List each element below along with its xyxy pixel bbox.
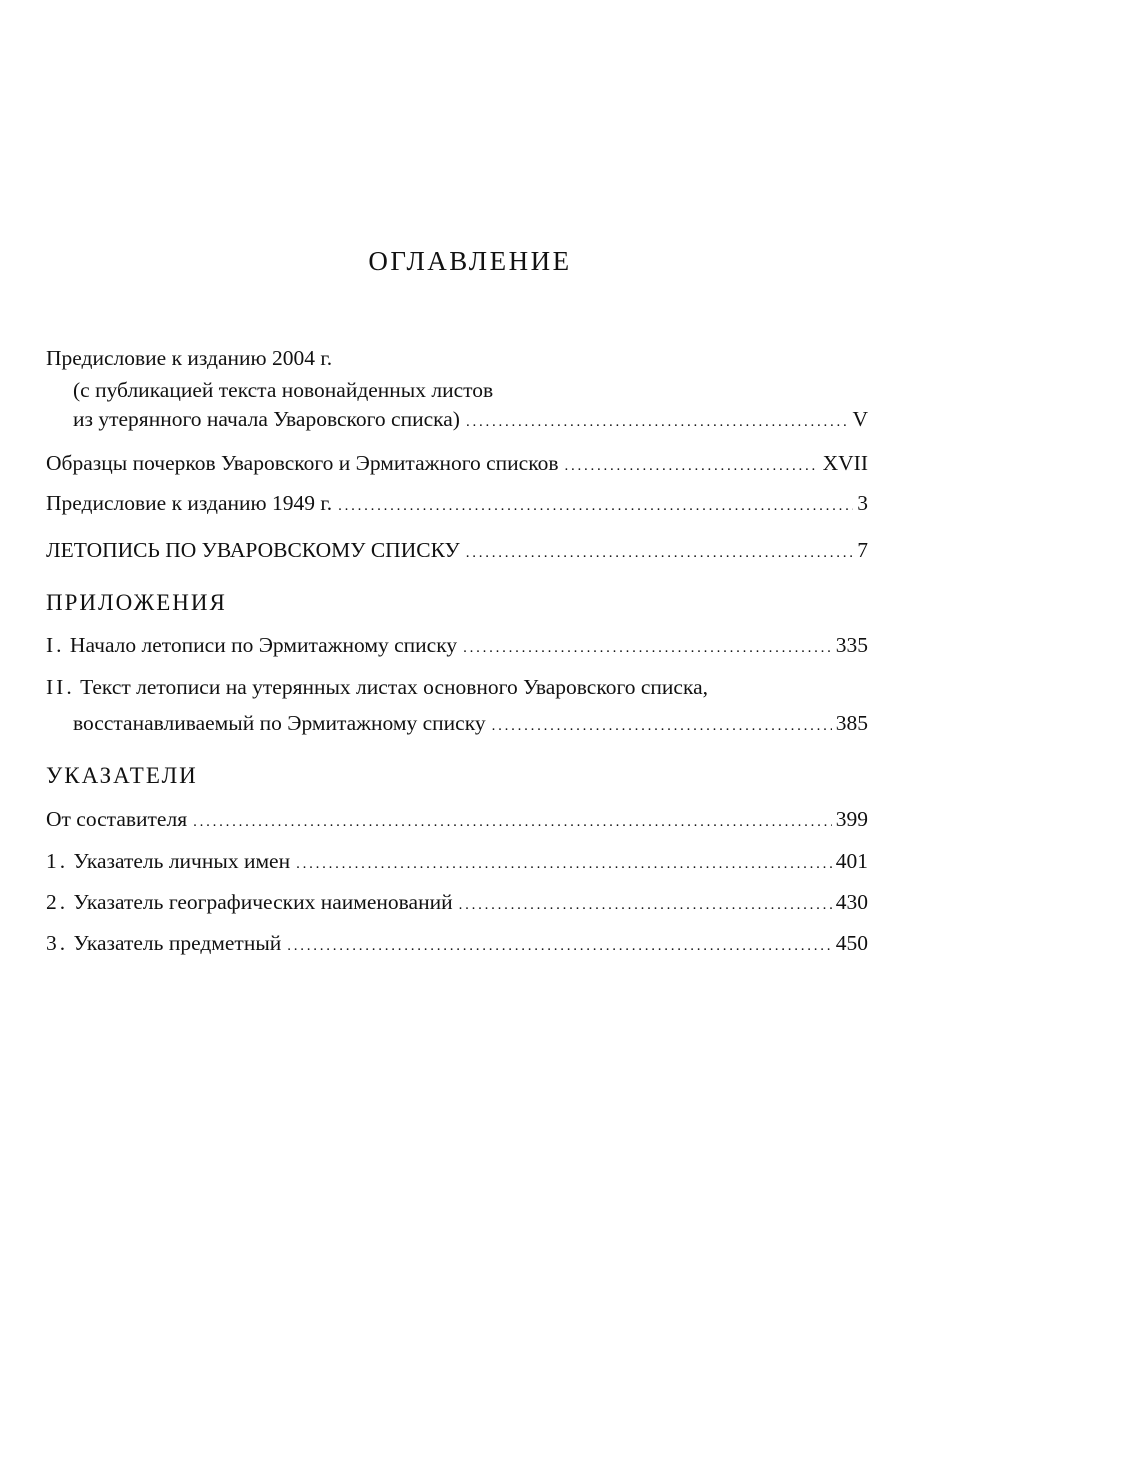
section-heading-indexes: УКАЗАТЕЛИ: [46, 763, 198, 788]
dot-leader: [466, 539, 854, 567]
section-heading-appendices: ПРИЛОЖЕНИЯ: [46, 590, 227, 615]
toc-entry-title: Текст летописи на утерянных листах основного Уваровского списка,: [80, 675, 708, 699]
toc-entry-text: Предисловие к изданию 1949 г.: [46, 491, 333, 515]
toc-entry-chronicle[interactable]: [46, 536, 868, 567]
toc-page-number: V: [852, 407, 868, 431]
toc-entry-text: восстанавливаемый по Эрмитажному списку: [73, 711, 486, 735]
toc-entry-text: [46, 847, 290, 875]
dot-leader: [338, 492, 853, 520]
toc-entry-title: Указатель личных имен: [73, 849, 291, 873]
toc-entry-text: из утерянного начала Уваровского списка): [73, 407, 460, 431]
toc-entry-text: [46, 929, 281, 957]
toc-entry-appendix-1[interactable]: [46, 631, 868, 662]
dot-leader: [466, 408, 849, 436]
toc-page-number: 385: [835, 711, 868, 735]
toc-entry-from-compiler[interactable]: [46, 805, 868, 836]
toc-entry-number: I.: [46, 633, 65, 657]
toc-entry-preface-2004-line2: [73, 376, 868, 404]
dot-leader: [463, 634, 832, 662]
toc-entry-number: 1.: [46, 849, 69, 873]
toc-entry-text: [46, 631, 457, 659]
toc-entry-index-3[interactable]: [46, 929, 868, 960]
toc-entry-text: [46, 888, 453, 916]
toc-entry-number: 2.: [46, 890, 69, 914]
toc-entry-preface-2004-line3[interactable]: [73, 405, 868, 436]
toc-page-number: 7: [857, 538, 868, 562]
toc-entry-title: Начало летописи по Эрмитажному списку: [69, 633, 458, 657]
dot-leader: [193, 808, 832, 836]
toc-entry-index-2[interactable]: [46, 888, 868, 919]
toc-entry-number: II.: [46, 675, 75, 699]
dot-leader: [287, 932, 831, 960]
toc-entry-index-1[interactable]: [46, 847, 868, 878]
toc-entry-title: Указатель предметный: [73, 931, 282, 955]
toc-entry-handwriting-samples[interactable]: [46, 449, 868, 480]
toc-entry-number: 3.: [46, 931, 69, 955]
toc-entry-text: Предисловие к изданию 2004 г.: [46, 346, 333, 370]
toc-page-number: XVII: [822, 451, 868, 475]
toc-page-number: 399: [835, 807, 868, 831]
toc-entry-preface-1949[interactable]: [46, 489, 868, 520]
page-title: ОГЛАВЛЕНИЕ: [368, 246, 572, 276]
dot-leader: [296, 850, 832, 878]
toc-page-number: 401: [835, 849, 868, 873]
toc-entry-text: Образцы почерков Уваровского и Эрмитажного списков: [46, 451, 559, 475]
toc-page-number: 430: [835, 890, 868, 914]
dot-leader: [492, 712, 832, 740]
toc-page-number: 335: [835, 633, 868, 657]
toc-entry-appendix-2-line1[interactable]: [46, 673, 868, 701]
toc-entry-text: (с публикацией текста новонайденных листов: [73, 378, 494, 402]
toc-entry-appendix-2-line2[interactable]: [73, 709, 868, 740]
toc-page-number: 3: [857, 491, 868, 515]
toc-entry-preface-2004-line1[interactable]: [46, 344, 868, 372]
toc-page-number: 450: [835, 931, 868, 955]
toc-entry-title: Указатель географических наименований: [73, 890, 453, 914]
dot-leader: [564, 452, 818, 480]
toc-entry-text: От составителя: [46, 807, 188, 831]
dot-leader: [459, 891, 832, 919]
toc-entry-text: ЛЕТОПИСЬ ПО УВАРОВСКОМУ СПИСКУ: [46, 538, 460, 562]
